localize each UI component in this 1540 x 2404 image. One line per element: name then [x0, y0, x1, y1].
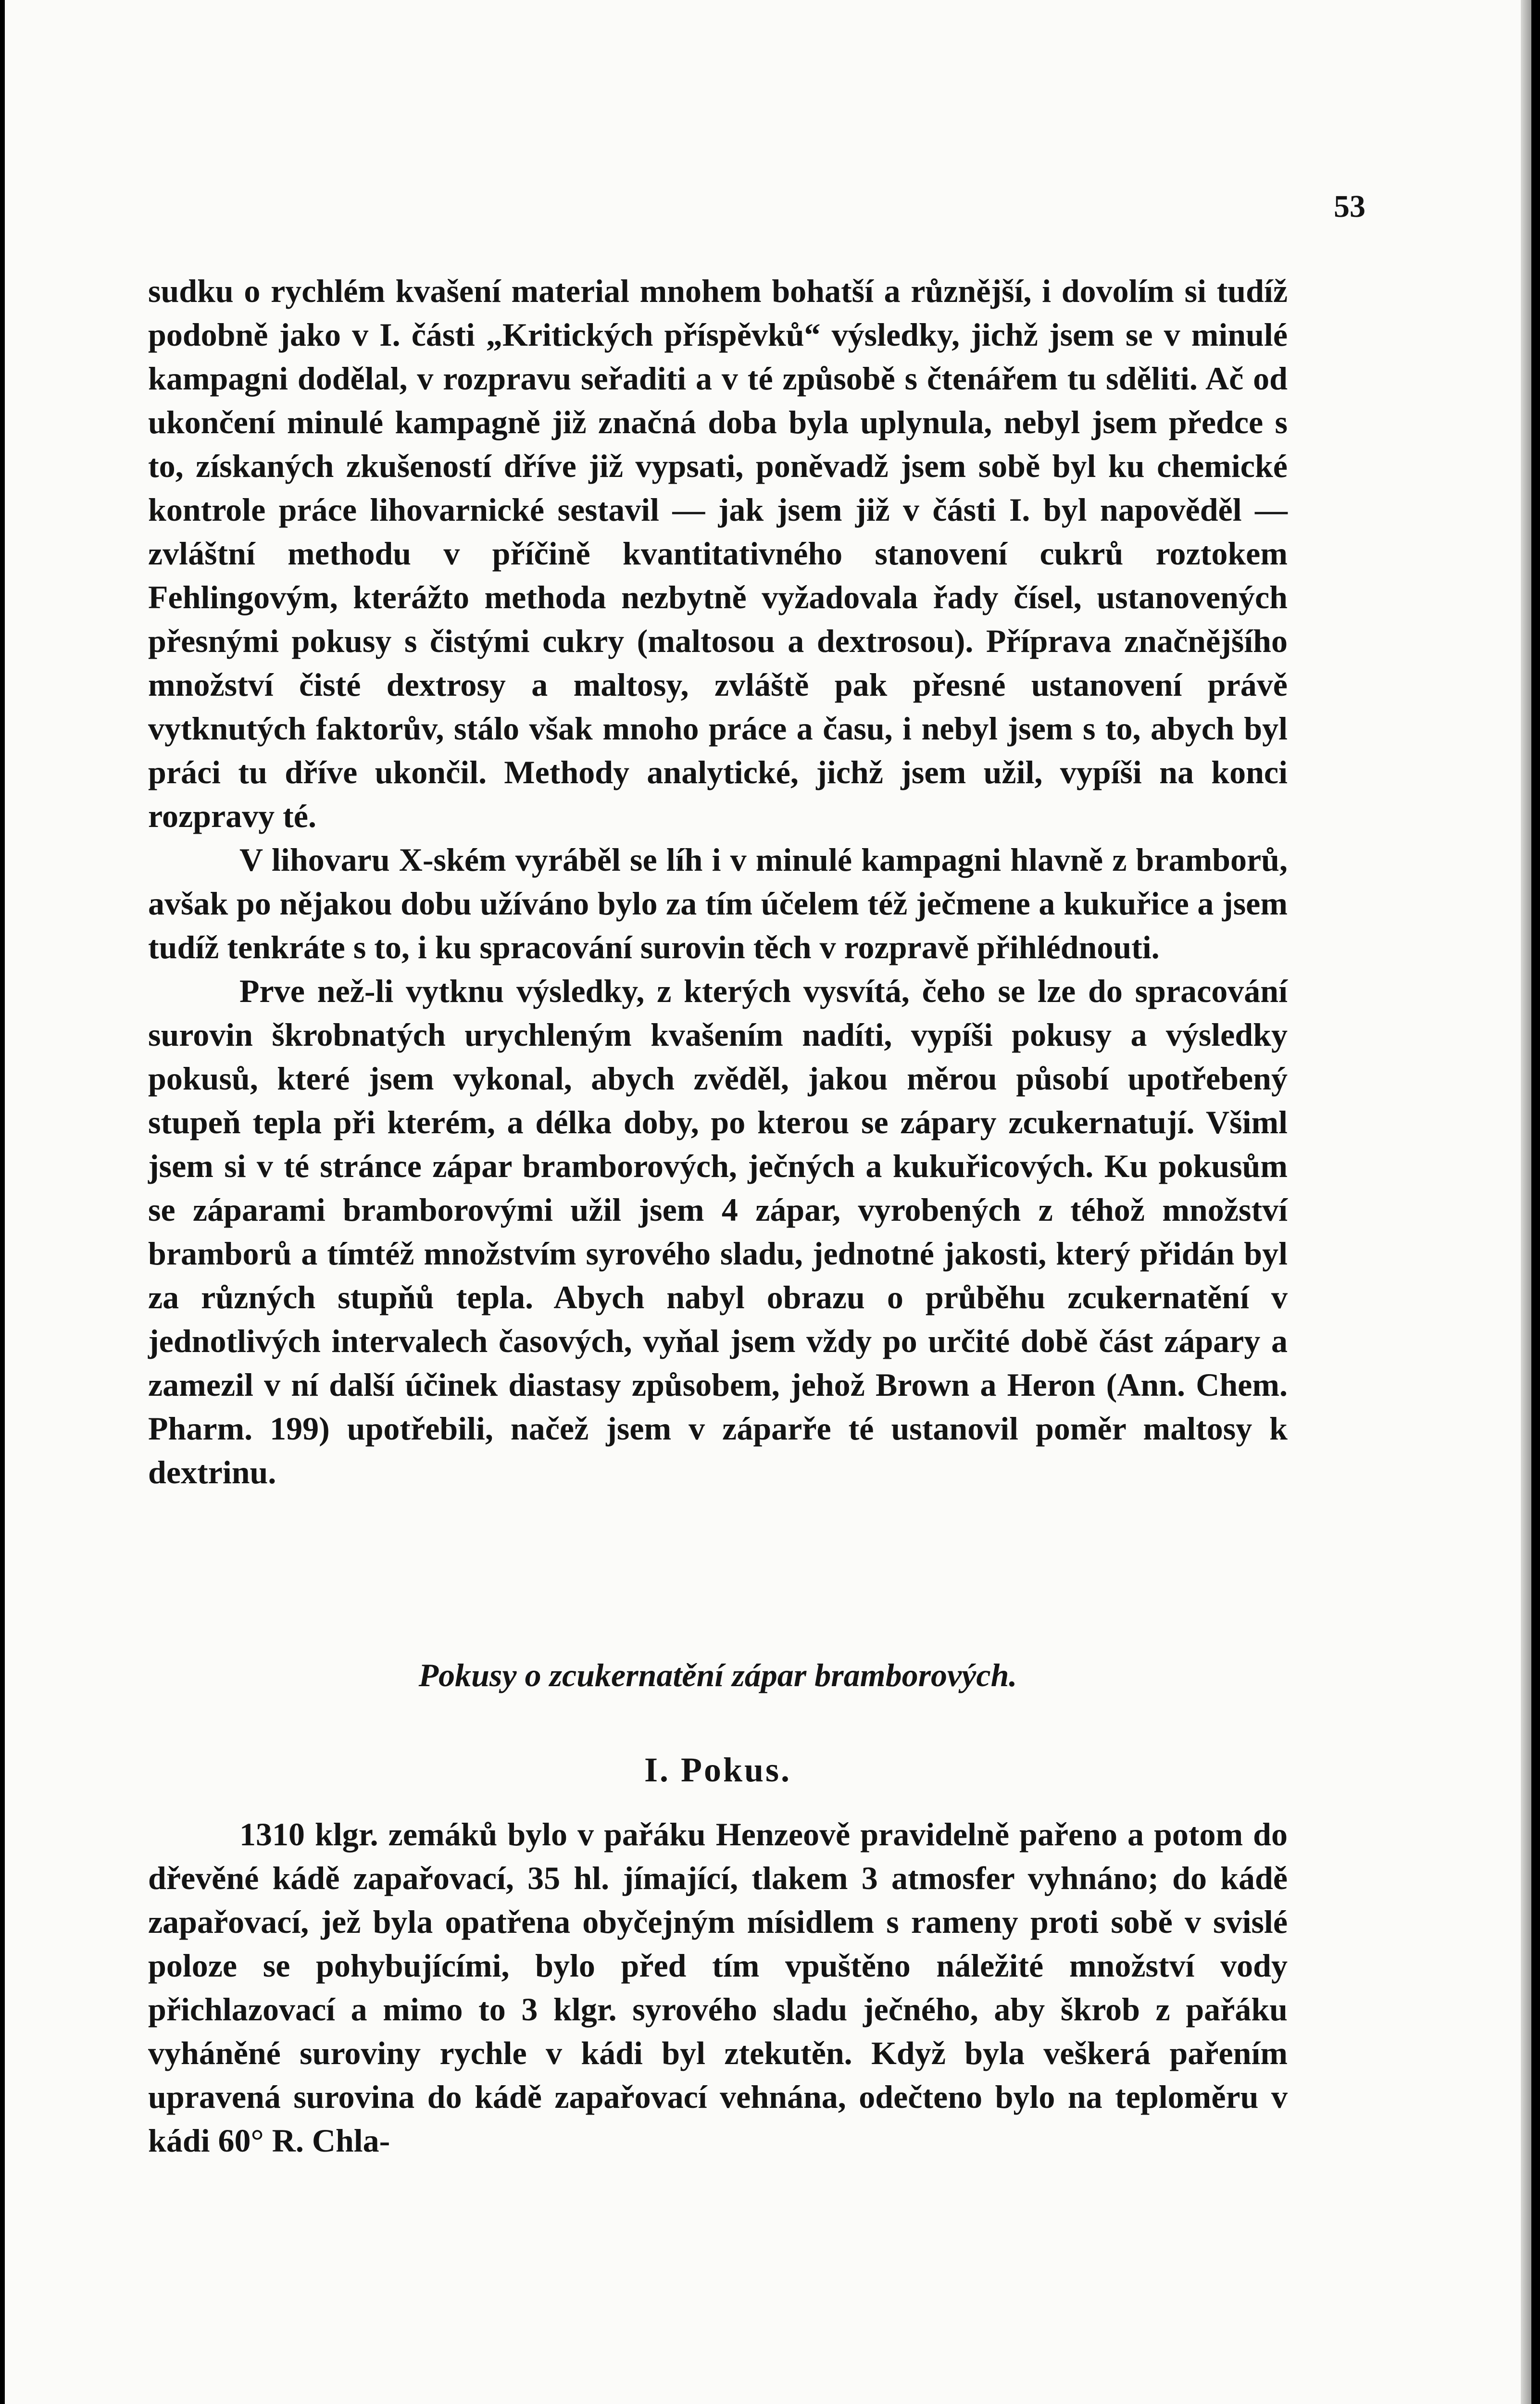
- paragraph-2: V lihovaru X-ském vyráběl se líh i v minulé kampagni hlavně z bramborů, avšak po nějakou dobu užíváno bylo za tím účelem též ječmene a kukuřice a jsem tudíž tenkráte s to, i ku spracování surovin těch v rozpravě přihlédnouti.: [148, 841, 1288, 965]
- body-text: [148, 269, 1288, 1494]
- section-subheading: I. Pokus.: [644, 1751, 792, 1789]
- book-page: [5, 0, 1531, 2404]
- paragraph-1: sudku o rychlém kvašení material mnohem bohatší a různější, i dovolím si tudíž podobně jako v I. části „Kritických příspěvků“ výsledky, jichž jsem se v minulé kampagni dodělal, v rozpravu seřaditi a v té způsobě s čtenářem tu sděliti. Ač od ukončení minulé kampagně již značná doba byla uplynula, nebyl jsem předce s to, získaných zkušeností dříve již vypsati, poněvadž jsem sobě byl ku chemické kontrole práce lihovarnické sestavil — jak jsem již v části I. byl napověděl — zvláštní methodu v příčině kvantitativného stanovení cukrů roztokem Fehlingovým, kterážto methoda nezbytně vyžadovala řady čísel, ustanovených přesnými pokusy s čistými cukry (maltosou a dextrosou). Příprava značnějšího množství čisté dextrosy a maltosy, zvláště pak přesné ustanovení právě vytknutých faktorův, stálo však mnoho práce a času, i nebyl jsem s to, abych byl práci tu dříve ukončil. Methody analytické, jichž jsem užil, vypíši na konci rozpravy té.: [148, 273, 1288, 834]
- page-number: 53: [1334, 189, 1365, 224]
- section-body-text: [148, 1813, 1288, 2163]
- page-edge-shadow: [1521, 0, 1531, 2404]
- paragraph-3: Prve než-li vytknu výsledky, z kterých vysvítá, čeho se lze do spracování surovin škrobnatých urychleným kvašením nadíti, vypíši pokusy a výsledky pokusů, které jsem vykonal, abych zvěděl, jakou měrou působí upotřebený stupeň tepla při kterém, a délka doby, po kterou se zápary zcukernatují. Všiml jsem si v té stránce zápar bramborových, ječných a kukuřicových. Ku pokusům se záparami bramborovými užil jsem 4 zápar, vyrobených z téhož množství bramborů a tímtéž množstvím syrového sladu, jednotné jakosti, který přidán byl za různých stupňů tepla. Abych nabyl obrazu o průběhu zcukernatění v jednotlivých intervalech časových, vyňal jsem vždy po určité době část zápary a zamezil v ní další účinek diastasy způsobem, jehož Brown a Heron (Ann. Chem. Pharm. 199) upotřebili, načež jsem v záparře té ustanovil poměr maltosy k dextrinu.: [148, 973, 1288, 1490]
- section-heading: Pokusy o zcukernatění zápar bramborových.: [418, 1657, 1017, 1693]
- section-paragraph: 1310 klgr. zemáků bylo v pařáku Henzeově pravidelně pařeno a potom do dřevěné kádě zapařovací, 35 hl. jímající, tlakem 3 atmosfer vyhnáno; do kádě zapařovací, jež byla opatřena obyčejným mísidlem s rameny proti sobě v svislé poloze se pohybujícími, bylo před tím vpuštěno náležité množství vody přichlazovací a mimo to 3 klgr. syrového sladu ječného, aby škrob z pařáku vyháněné suroviny rychle v kádi byl ztekutěn. Když byla veškerá pařením upravená surovina do kádě zapařovací vehnána, odečteno bylo na teploměru v kádi 60° R. Chla-: [148, 1816, 1288, 2159]
